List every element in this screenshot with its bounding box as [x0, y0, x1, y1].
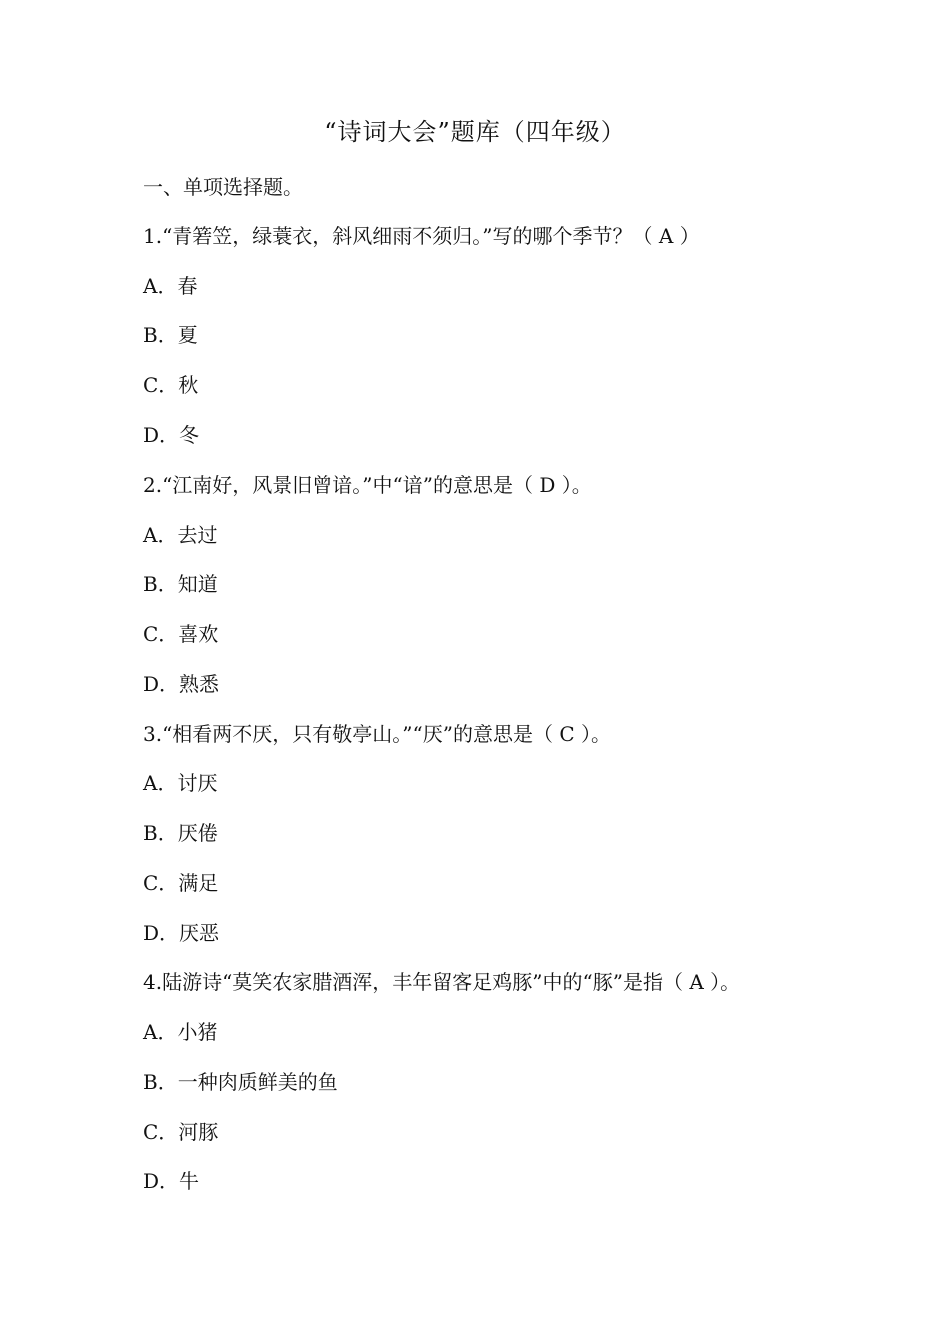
q4-option-d: D．牛: [143, 1169, 200, 1193]
q4-option-a: A．小猪: [143, 1020, 218, 1044]
q2-option-b: B．知道: [143, 572, 218, 596]
q1-option-a: A．春: [143, 274, 198, 298]
q4-option-b: B．一种肉质鲜美的鱼: [143, 1070, 338, 1094]
q1-option-d: D．冬: [143, 423, 200, 447]
q2-option-c: C．喜欢: [143, 622, 219, 646]
q3-option-b: B．厌倦: [143, 821, 218, 845]
q1-option-c: C．秋: [143, 373, 199, 397]
q3-option-d: D．厌恶: [143, 921, 220, 945]
question-4: 4.陆游诗“莫笑农家腊酒浑，丰年留客足鸡豚”中的“豚”是指（ A ）。: [143, 970, 741, 994]
q3-option-c: C．满足: [143, 871, 219, 895]
q1-option-b: B．夏: [143, 323, 198, 347]
question-3: 3.“相看两不厌，只有敬亭山。”“厌”的意思是（ C ）。: [143, 722, 611, 746]
q2-option-a: A．去过: [143, 523, 218, 547]
document-title: “诗词大会”题库（四年级）: [324, 118, 626, 146]
question-2: 2.“江南好，风景旧曾谙。”中“谙”的意思是（ D ）。: [143, 473, 592, 497]
question-1: 1.“青箬笠，绿蓑衣，斜风细雨不须归。”写的哪个季节？（ A ）: [143, 224, 700, 248]
q4-option-c: C．河豚: [143, 1120, 219, 1144]
section-heading: 一、单项选择题。: [143, 175, 303, 199]
q2-option-d: D．熟悉: [143, 672, 220, 696]
q3-option-a: A．讨厌: [143, 771, 218, 795]
